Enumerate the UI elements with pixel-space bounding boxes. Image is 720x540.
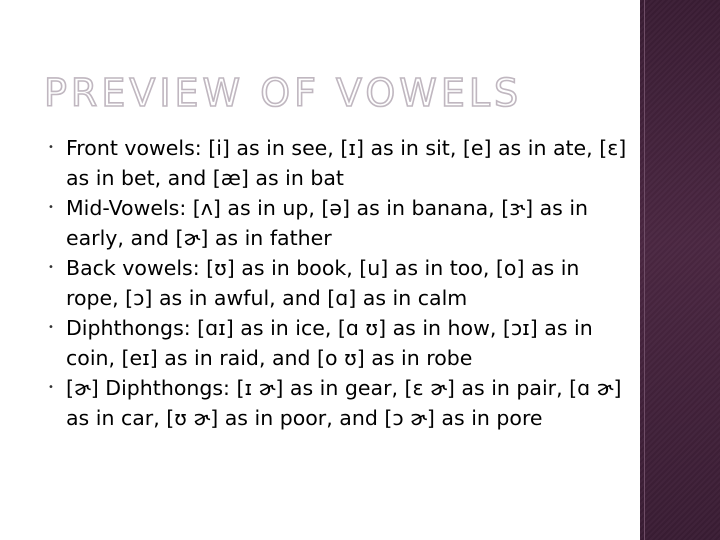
bullet-icon: • (48, 262, 54, 273)
list-item-text: Diphthongs: [ɑɪ] as in ice, [ɑ ʊ] as in how, [ɔɪ] as in coin, [eɪ] as in raid, and [o ʊ] as in robe (66, 316, 593, 370)
bullet-icon: • (48, 382, 54, 393)
list-item (48, 253, 630, 313)
list-item (48, 313, 630, 373)
list-item-text: [ɚ] Diphthongs: [ɪ ɚ] as in gear, [ɛ ɚ] as in pair, [ɑ ɚ] as in car, [ʊ ɚ] as in poor, and [ɔ ɚ] as in pore (66, 376, 622, 430)
list-item-text: Mid-Vowels: [ʌ] as in up, [ə] as in banana, [ɝ] as in early, and [ɚ] as in father (66, 196, 589, 250)
list-item (48, 193, 630, 253)
list-item-text: Back vowels: [ʊ] as in book, [u] as in too, [o] as in rope, [ɔ] as in awful, and [ɑ] as in calm (66, 256, 580, 310)
bullet-icon: • (48, 322, 54, 333)
bullet-icon: • (48, 142, 54, 153)
bullet-icon: • (48, 202, 54, 213)
bullet-list (48, 133, 630, 433)
list-item (48, 133, 630, 193)
list-item-text: Front vowels: [i] as in see, [ɪ] as in sit, [e] as in ate, [ɛ] as in bet, and [æ] as in bat (66, 136, 627, 190)
decorative-sidebar (640, 0, 720, 540)
list-item (48, 373, 630, 433)
slide-title: PREVIEW OF VOWELS (44, 71, 523, 115)
sidebar-divider (644, 0, 645, 540)
